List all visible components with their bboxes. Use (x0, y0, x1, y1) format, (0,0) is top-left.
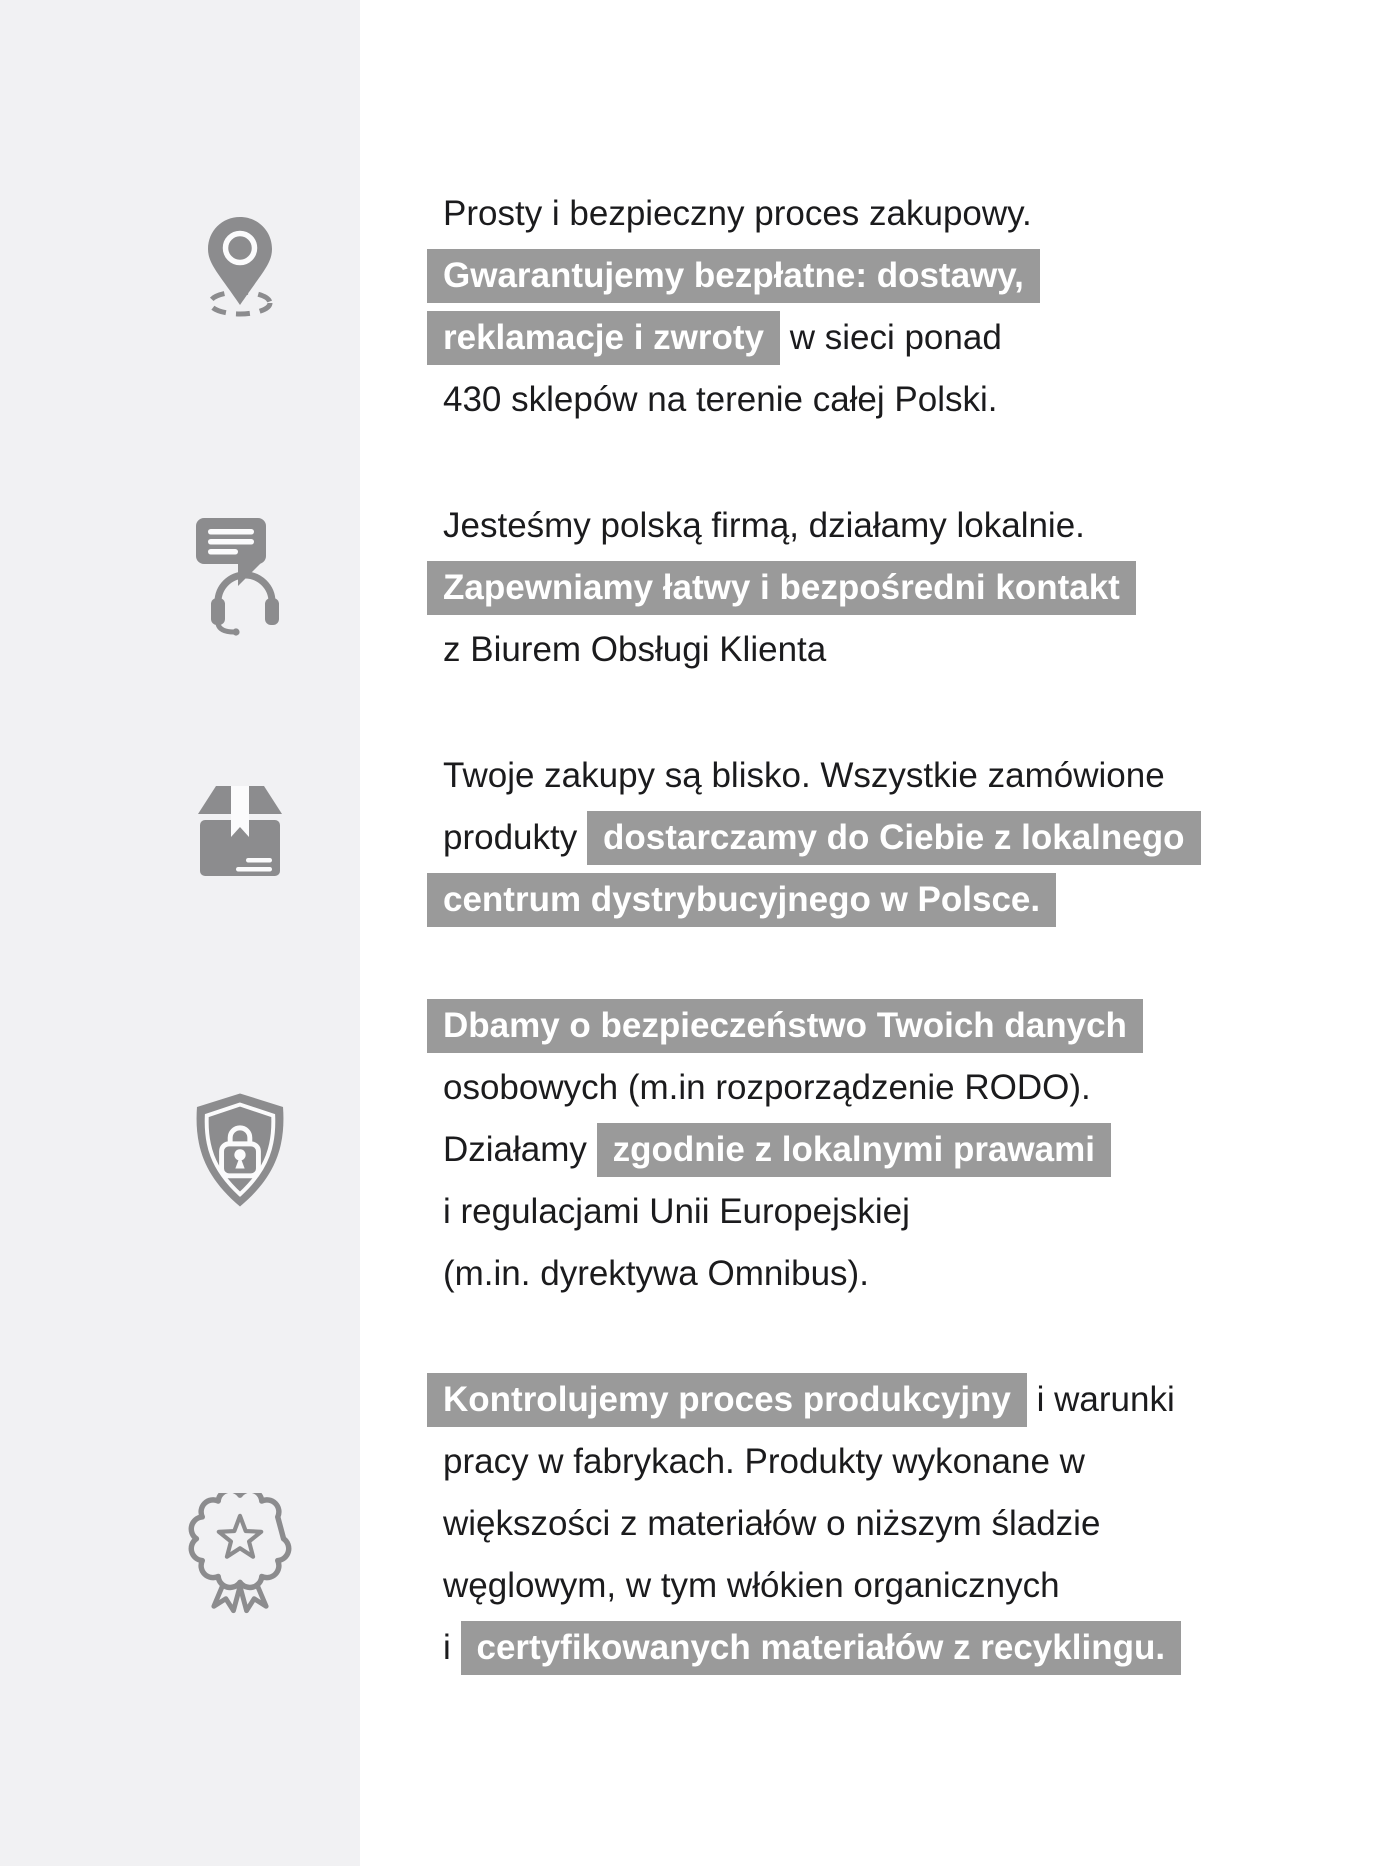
text-segment: pracy w fabrykach. Produkty wykonane w (443, 1442, 1085, 1481)
benefit-text (427, 1369, 1181, 1679)
text-line (427, 1493, 1181, 1555)
text-segment: węglowym, w tym włókien organicznych (443, 1566, 1060, 1605)
highlight-segment: certyfikowanych materiałów z recyklingu. (461, 1621, 1182, 1675)
text-line (427, 1119, 1143, 1181)
award-badge-icon (185, 1493, 295, 1615)
support-chat-headset-icon (184, 514, 296, 638)
benefit-text (427, 995, 1143, 1305)
text-segment: w sieci ponad (780, 318, 1002, 357)
text-line (427, 245, 1040, 307)
text-line (427, 1181, 1143, 1243)
highlight-segment: centrum dystrybucyjnego w Polsce. (427, 873, 1056, 927)
text-line (427, 495, 1136, 557)
highlight-segment: Dbamy o bezpieczeństwo Twoich danych (427, 999, 1143, 1053)
security-shield-lock-icon (178, 1091, 302, 1209)
text-line (427, 869, 1201, 931)
text-segment: i warunki (1026, 1380, 1175, 1419)
icon-cell (0, 183, 360, 431)
benefit-section-data-security (0, 995, 1400, 1305)
text-line (427, 1243, 1143, 1305)
benefit-section-contact (0, 495, 1400, 681)
benefit-text (427, 745, 1201, 931)
highlight-segment: Kontrolujemy proces produkcyjny (427, 1373, 1027, 1427)
text-line (427, 1617, 1181, 1679)
icon-cell (0, 1369, 360, 1679)
text-segment: Twoje zakupy są blisko. Wszystkie zamówione (443, 756, 1165, 795)
text-segment: Prosty i bezpieczny proces zakupowy. (443, 194, 1032, 233)
benefit-text (427, 183, 1040, 431)
highlight-segment: Zapewniamy łatwy i bezpośredni kontakt (427, 561, 1136, 615)
text-line (427, 307, 1040, 369)
text-segment: z Biurem Obsługi Klienta (443, 630, 827, 669)
text-segment: Jesteśmy polską firmą, działamy lokalnie. (443, 506, 1085, 545)
text-segment: produkty (443, 818, 587, 857)
text-line (427, 995, 1143, 1057)
benefits-list (0, 183, 1400, 1743)
benefit-section-production (0, 1369, 1400, 1679)
package-box-icon (190, 780, 290, 880)
icon-cell (0, 495, 360, 681)
highlight-segment: dostarczamy do Ciebie z lokalnego (587, 811, 1201, 865)
text-segment: większości z materiałów o niższym śladzie (443, 1504, 1101, 1543)
text-line (427, 745, 1201, 807)
benefit-section-shops (0, 183, 1400, 431)
text-line (427, 369, 1040, 431)
text-segment: i (443, 1628, 461, 1667)
text-line (427, 1431, 1181, 1493)
icon-cell (0, 745, 360, 931)
benefit-text (427, 495, 1136, 681)
location-pin-icon (192, 213, 288, 321)
text-segment: 430 sklepów na terenie całej Polski. (443, 380, 998, 419)
highlight-segment: reklamacje i zwroty (427, 311, 780, 365)
benefit-section-delivery (0, 745, 1400, 931)
text-line (427, 1057, 1143, 1119)
text-line (427, 1555, 1181, 1617)
icon-cell (0, 995, 360, 1305)
text-segment: Działamy (443, 1130, 597, 1169)
highlight-segment: zgodnie z lokalnymi prawami (597, 1123, 1111, 1177)
text-line (427, 807, 1201, 869)
text-line (427, 1369, 1181, 1431)
highlight-segment: Gwarantujemy bezpłatne: dostawy, (427, 249, 1040, 303)
text-segment: osobowych (m.in rozporządzenie RODO). (443, 1068, 1091, 1107)
text-line (427, 183, 1040, 245)
text-segment: i regulacjami Unii Europejskiej (443, 1192, 910, 1231)
text-line (427, 557, 1136, 619)
text-line (427, 619, 1136, 681)
text-segment: (m.in. dyrektywa Omnibus). (443, 1254, 869, 1293)
